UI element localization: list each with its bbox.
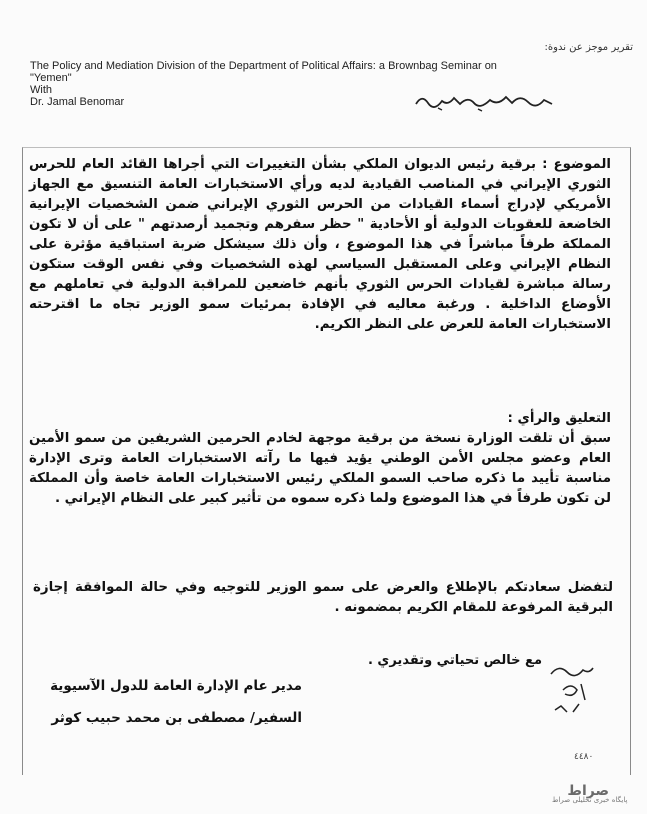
subject-paragraph: الموضوع : برقية رئيس الديوان الملكي بشأن التغييرات التي أجراها القائد العام للحرس الثوري الإيراني في المناصب القيادية لديه ورأي الاستخبارات العامة التنسيق مع الجهاز الأمريكي لإدراج أسماء القيادات من الحرس الثوري الإيراني ضمن الشخصيات الإيرانية الخاضعة للعقوبات الدولية أو الأحادية " حظر سفرهم وتجميد أرصدتهم " على أن لا تكون المملكة طرفاً مباشراً في هذا الموضوع ، وأن ذلك سيشكل ضربة استباقية مؤثرة على النظام الإيراني وعلى المستقبل السياسي لهذه الشخصيات وفي نفس الوقت ستكون رسالة مباشرة لقيادات الحرس الثوري بأنهم خاضعين للمراقبة الدولية في تعاملهم مع الأوضاع الداخلية . ورغبة معاليه في الإفادة بمرئيات سمو الوزير تجاه ما اقترحته الاستخبارات العامة للعرض على النظر الكريم. (29, 157, 611, 332)
comment-section (29, 409, 611, 509)
handwritten-annotation (408, 88, 558, 114)
comment-text: سبق أن تلقت الوزارة نسخة من برقية موجهة لخادم الحرمين الشريفين من سمو الأمين العام وعضو مجلس الأمن الوطني يؤيد فيها ما رآته الاستخبارات العامة وترى الإدارة مناسبة تأييد ما ذكره صاحب السمو الملكي رئيس الاستخبارات العامة خاصة وأن المملكة لن تكون طرفاً في هذا الموضوع ولما ذكره سموه من تأثير كبير على النظام الإيراني . (29, 431, 611, 506)
english-header-line: With (30, 84, 52, 96)
department-title: مدير عام الإدارة العامة للدول الآسيوية (50, 678, 302, 694)
closing-line: مع خالص تحياتي وتقديري . (367, 653, 542, 668)
ambassador-name: السفير/ مصطفى بن محمد حبيب كوثر (51, 710, 302, 726)
signature (545, 660, 597, 722)
request-paragraph: لتفضل سعادتكم بالإطلاع والعرض على سمو الوزير للتوجيه وفي حالة الموافقة إجازة البرقية المرفوعة للمقام الكريم بمضمونه . (33, 580, 613, 615)
comment-heading: التعليق والرأي : (507, 411, 611, 426)
watermark-text: پایگاه خبری تحلیلی صراط (552, 796, 628, 804)
english-header-line: "Yemen" (30, 72, 72, 84)
news-watermark (552, 782, 647, 814)
arabic-report-note: تقرير موجز عن ندوة: (544, 42, 633, 53)
watermark-logo: صراط (567, 783, 609, 799)
english-header-line: Dr. Jamal Benomar (30, 96, 125, 108)
english-header-line: The Policy and Mediation Division of the Department of Political Affairs: a Brownbag Seminar on (30, 60, 497, 72)
page-number: ٤٤٨٠ (574, 752, 594, 762)
